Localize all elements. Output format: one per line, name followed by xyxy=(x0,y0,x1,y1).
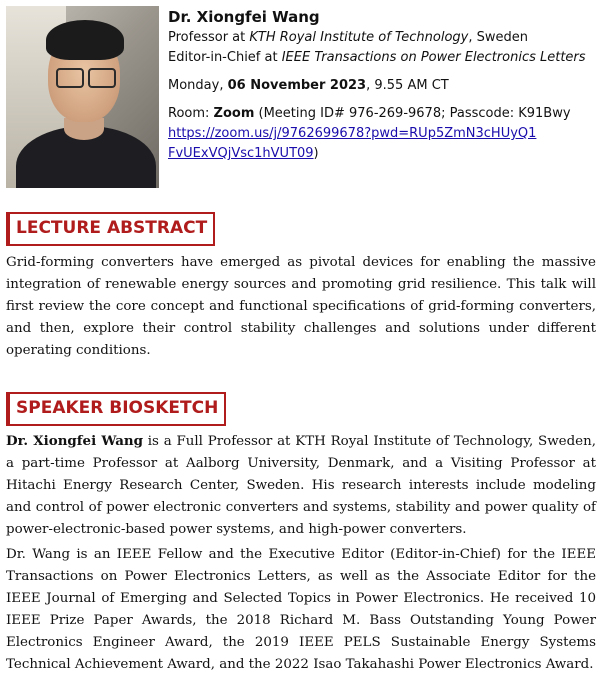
event-room: Room: Zoom (Meeting ID# 976-269-9678; Passcode: K91Bwy xyxy=(168,106,571,121)
speaker-info xyxy=(168,6,592,164)
speaker-name: Dr. Xiongfei Wang xyxy=(168,8,320,26)
speaker-affiliation: Professor at KTH Royal Institute of Technology, Sweden xyxy=(168,30,528,45)
speaker-role: Editor-in-Chief at IEEE Transactions on Power Electronics Letters xyxy=(168,50,586,65)
speaker-photo xyxy=(6,6,159,188)
zoom-link-line2: FvUExVQjVsc1hVUT09) xyxy=(168,146,319,161)
biosketch-paragraph-1: Dr. Xiongfei Wang is a Full Professor at KTH Royal Institute of Technology, Sweden, a part-time Professor at Aalborg University, Denmark, and a Visiting Professor at Hitachi Energy Research Center, Sweden. His research interests include modeling and control of power electronic converters and systems, stability and power quality of power-electronic-based power systems, and high-power converters. xyxy=(6,433,596,537)
biosketch-paragraph-2: Dr. Wang is an IEEE Fellow and the Executive Editor (Editor-in-Chief) for the IEEE Transactions on Power Electronics Letters, as well as the Associate Editor for the IEEE Journal of Emerging and Selected Topics in Power Electronics. He received 10 IEEE Prize Paper Awards, the 2018 Richard M. Bass Outstanding Young Power Electronics Engineer Award, the 2019 IEEE PELS Sustainable Energy Systems Technical Achievement Award, and the 2022 Isao Takahashi Power Electronics Award. xyxy=(6,547,596,672)
abstract-text: Grid-forming converters have emerged as pivotal devices for enabling the massive integration of renewable energy sources and promoting grid resilience. This talk will first review the core concept and functional specifications of grid-forming converters, and then, explore their control stability challenges and solutions under different operating conditions. xyxy=(6,255,596,358)
biosketch-heading: SPEAKER BIOSKETCH xyxy=(6,392,226,426)
zoom-link-line1[interactable] xyxy=(168,124,592,144)
zoom-link[interactable]: https://zoom.us/j/9762699678?pwd=RUp5ZmN3cHUyQ1 xyxy=(168,126,537,141)
event-date: Monday, 06 November 2023, 9.55 AM CT xyxy=(168,78,449,93)
zoom-link-cont[interactable]: FvUExVQjVsc1hVUT09 xyxy=(168,146,314,161)
abstract-heading: LECTURE ABSTRACT xyxy=(6,212,215,246)
